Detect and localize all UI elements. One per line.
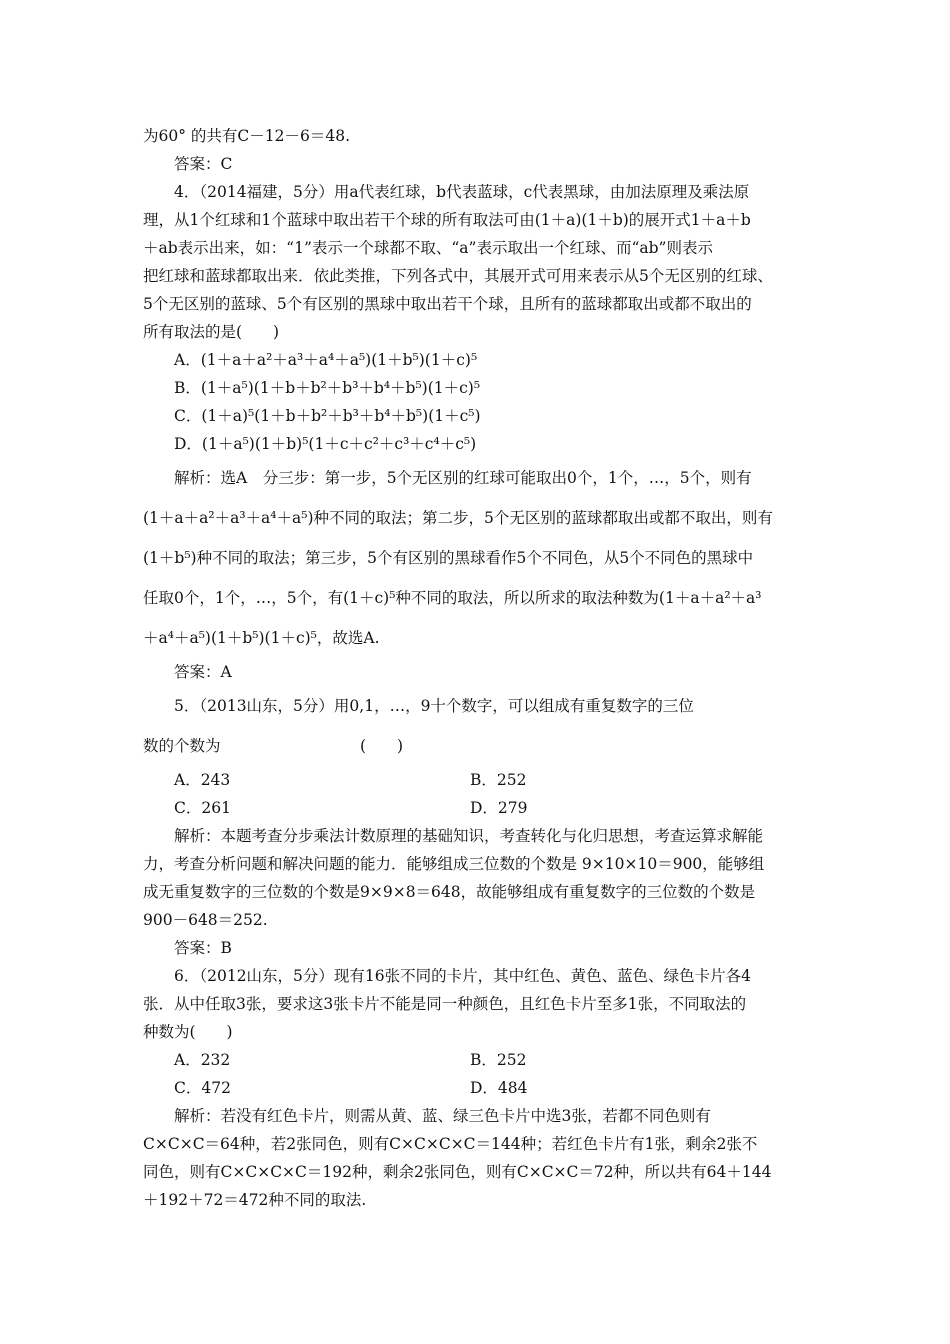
q4-option-b: B．(1＋a⁵)(1＋b＋b²＋b³＋b⁴＋b⁵)(1＋c)⁵ [174, 379, 481, 397]
q4-option-c: C．(1＋a)⁵(1＋b＋b²＋b³＋b⁴＋b⁵)(1＋c⁵) [174, 407, 481, 425]
q5-options-row [143, 766, 823, 794]
q4-analysis-line: 解析：选A 分三步：第一步，5个无区别的红球可能取出0个，1个，…，5个，则有 [174, 469, 752, 487]
q5-option-d: D．279 [470, 799, 528, 817]
q6-analysis-line: ＋192＋72＝472种不同的取法. [143, 1191, 367, 1209]
q4-analysis-line: (1＋a＋a²＋a³＋a⁴＋a⁵)种不同的取法；第二步，5个无区别的蓝球都取出或都不取出，则有 [143, 509, 773, 527]
q6-stem-line: 6．（2012山东，5分）现有16张不同的卡片，其中红色、黄色、蓝色、绿色卡片各4 [174, 967, 752, 985]
q4-option-a: A．(1＋a＋a²＋a³＋a⁴＋a⁵)(1＋b⁵)(1＋c)⁵ [174, 351, 478, 369]
q5-analysis-line: 成无重复数字的三位数的个数是9×9×8＝648，故能够组成有重复数字的三位数的个数是 [143, 883, 756, 901]
q5-analysis-line: 解析：本题考查分步乘法计数原理的基础知识，考查转化与化归思想，考查运算求解能 [174, 827, 764, 845]
q5-answer: 答案：B [174, 939, 232, 957]
q5-stem-line: 5．（2013山东，5分）用0,1，…，9十个数字，可以组成有重复数字的三位 [174, 697, 694, 715]
q4-stem-line: 5个无区别的蓝球、5个有区别的黑球中取出若干个球，且所有的蓝球都取出或都不取出的 [143, 295, 752, 313]
q4-stem-line: 把红球和蓝球都取出来．依此类推，下列各式中，其展开式可用来表示从5个无区别的红球、 [143, 267, 773, 285]
q6-analysis-line: 解析：若没有红色卡片，则需从黄、蓝、绿三色卡片中选3张，若都不同色则有 [174, 1107, 711, 1125]
q4-analysis-line: (1＋b⁵)种不同的取法；第三步，5个有区别的黑球看作5个不同色，从5个不同色的黑球中 [143, 549, 754, 567]
q6-option-d: D．484 [470, 1079, 528, 1097]
prev-solution-tail: 为60° 的共有C－12－6＝48. [143, 127, 350, 145]
q4-stem-line: 所有取法的是( ) [143, 323, 280, 341]
q4-analysis-line: ＋a⁴＋a⁵)(1＋b⁵)(1＋c)⁵，故选A. [143, 629, 380, 647]
q6-stem-line: 张．从中任取3张，要求这3张卡片不能是同一种颜色，且红色卡片至多1张，不同取法的 [143, 995, 747, 1013]
q4-analysis-line: 任取0个，1个，…，5个，有(1＋c)⁵种不同的取法，所以所求的取法种数为(1＋a＋a²＋a³ [143, 589, 762, 607]
q5-analysis-line: 900－648＝252. [143, 911, 268, 929]
q6-analysis-line: C×C×C＝64种，若2张同色，则有C×C×C×C＝144种；若红色卡片有1张，剩余2张不 [143, 1135, 758, 1153]
q5-analysis-line: 力，考查分析问题和解决问题的能力．能够组成三位数的个数是 9×10×10＝900，能够组 [143, 855, 765, 873]
q5-option-a: A．243 [174, 771, 231, 789]
q4-option-d: D．(1＋a⁵)(1＋b)⁵(1＋c＋c²＋c³＋c⁴＋c⁵) [174, 435, 477, 453]
q5-option-c: C．261 [174, 799, 231, 817]
q6-options-row [143, 1074, 823, 1102]
q5-option-b: B．252 [470, 771, 527, 789]
q4-answer: 答案：A [174, 663, 232, 681]
question-4 [143, 178, 823, 686]
q4-stem-line: ＋ab表示出来，如：“1”表示一个球都不取、“a”表示取出一个红球、而“ab”则表示 [143, 239, 713, 257]
q6-option-c: C．472 [174, 1079, 231, 1097]
q6-option-a: A．232 [174, 1051, 231, 1069]
question-6 [143, 962, 823, 1214]
q6-option-b: B．252 [470, 1051, 527, 1069]
q4-stem-line: 理，从1个红球和1个蓝球中取出若干个球的所有取法可由(1＋a)(1＋b)的展开式1＋a＋b [143, 211, 751, 229]
q5-stem-line: 数的个数为 ( ) [143, 737, 404, 755]
prev-answer: 答案：C [174, 155, 233, 173]
page-content [143, 122, 823, 1214]
q6-stem-line: 种数为( ) [143, 1023, 233, 1041]
q4-stem-line: 4．（2014福建，5分）用a代表红球，b代表蓝球，c代表黑球，由加法原理及乘法原 [174, 183, 750, 201]
question-5 [143, 686, 823, 962]
q6-analysis-line: 同色，则有C×C×C×C＝192种，剩余2张同色，则有C×C×C＝72种，所以共有64＋144 [143, 1163, 772, 1181]
q6-options-row [143, 1046, 823, 1074]
q5-options-row [143, 794, 823, 822]
